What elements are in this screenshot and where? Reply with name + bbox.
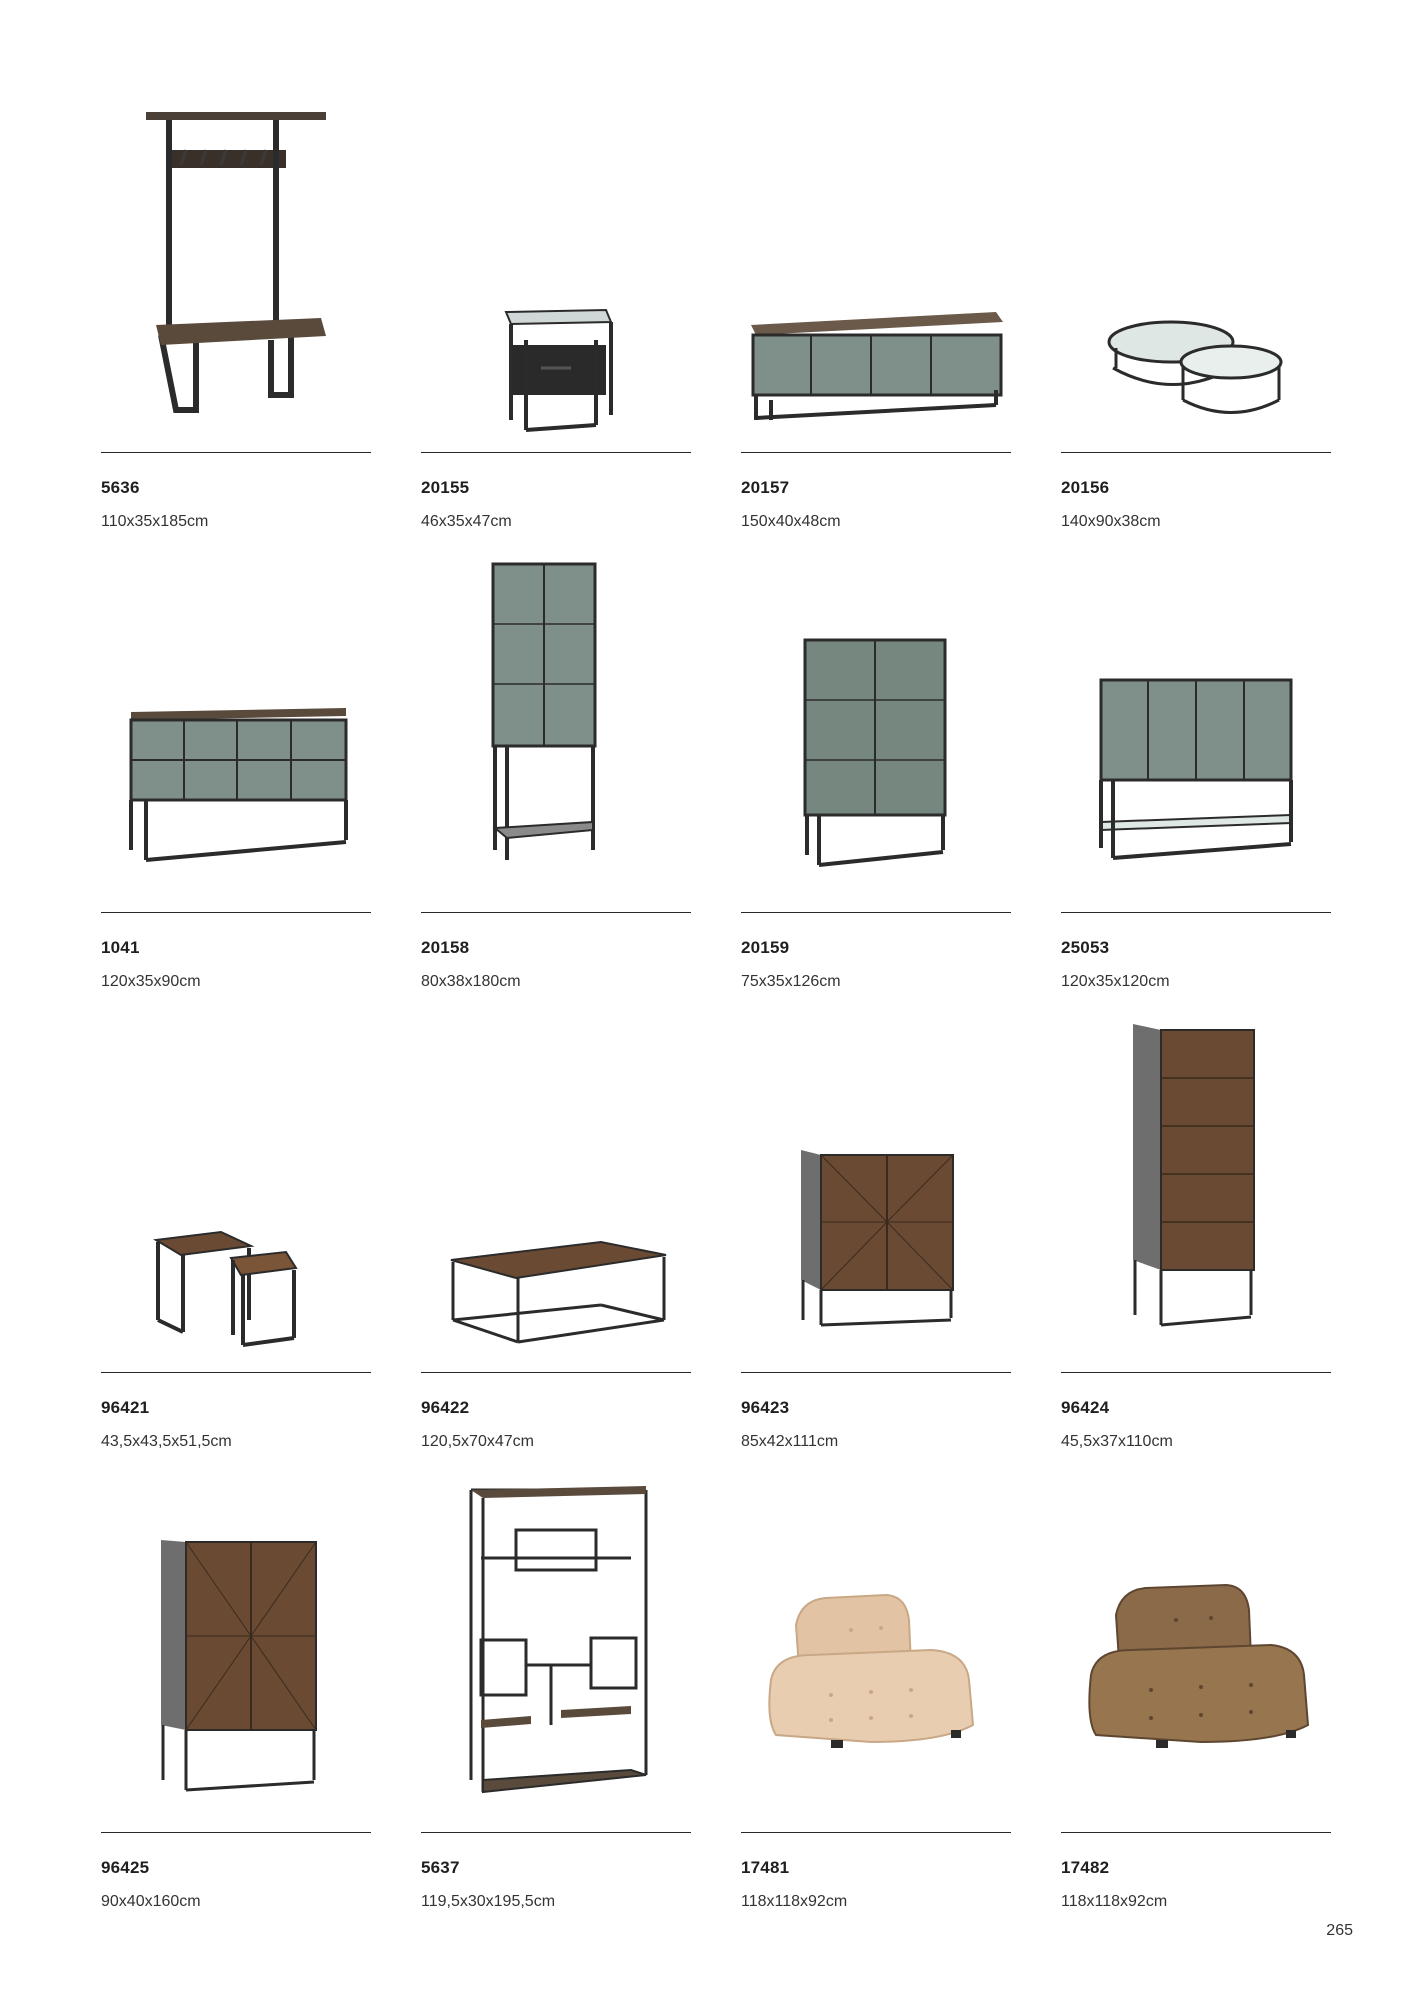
product-dimensions: 120x35x90cm <box>101 973 201 990</box>
divider <box>1061 912 1331 913</box>
divider <box>1061 452 1331 453</box>
product-dimensions: 120,5x70x47cm <box>421 1433 534 1450</box>
sideboard-glass-icon <box>101 560 371 900</box>
shelving-unit-icon <box>421 1480 691 1820</box>
divider <box>421 1372 691 1373</box>
product-dimensions: 110x35x185cm <box>101 513 209 530</box>
divider <box>741 452 1011 453</box>
product-code: 96421 <box>101 1398 150 1417</box>
product-code: 17482 <box>1061 1858 1110 1877</box>
product-code: 17481 <box>741 1858 790 1877</box>
divider <box>101 912 371 913</box>
product-code: 20157 <box>741 478 790 497</box>
product-dimensions: 46x35x47cm <box>421 513 512 530</box>
product-code: 5636 <box>101 478 140 497</box>
product-code: 96424 <box>1061 1398 1110 1417</box>
divider <box>101 452 371 453</box>
wood-cabinet-icon <box>741 1020 1011 1360</box>
divider <box>741 1832 1011 1833</box>
glass-cabinet-icon <box>741 560 1011 900</box>
product-code: 5637 <box>421 1858 460 1877</box>
tall-wood-cabinet-icon <box>101 1480 371 1820</box>
divider <box>1061 1832 1331 1833</box>
product-dimensions: 119,5x30x195,5cm <box>421 1893 556 1910</box>
divider <box>421 452 691 453</box>
side-table-drawer-icon <box>421 100 691 440</box>
product-dimensions: 118x118x92cm <box>741 1893 848 1910</box>
page-number: 265 <box>1326 1922 1353 1939</box>
product-code: 20156 <box>1061 478 1110 497</box>
product-dimensions: 43,5x43,5x51,5cm <box>101 1433 232 1450</box>
product-code: 1041 <box>101 938 140 957</box>
product-dimensions: 118x118x92cm <box>1061 1893 1168 1910</box>
coffee-table-icon <box>421 1020 691 1360</box>
tv-cabinet-icon <box>741 100 1011 440</box>
divider <box>421 912 691 913</box>
divider <box>1061 1372 1331 1373</box>
product-dimensions: 150x40x48cm <box>741 513 841 530</box>
product-dimensions: 75x35x126cm <box>741 973 841 990</box>
product-code: 96425 <box>101 1858 150 1877</box>
product-code: 96422 <box>421 1398 470 1417</box>
divider <box>741 912 1011 913</box>
product-dimensions: 45,5x37x110cm <box>1061 1433 1173 1450</box>
glass-cabinet-shelf-icon <box>1061 560 1331 900</box>
product-dimensions: 120x35x120cm <box>1061 973 1170 990</box>
product-code: 20159 <box>741 938 790 957</box>
product-dimensions: 80x38x180cm <box>421 973 521 990</box>
divider <box>421 1832 691 1833</box>
product-dimensions: 90x40x160cm <box>101 1893 201 1910</box>
divider <box>101 1832 371 1833</box>
product-dimensions: 140x90x38cm <box>1061 513 1161 530</box>
product-code: 25053 <box>1061 938 1110 957</box>
divider <box>101 1372 371 1373</box>
product-code: 96423 <box>741 1398 790 1417</box>
drawer-chest-icon <box>1061 1020 1331 1360</box>
product-dimensions: 85x42x111cm <box>741 1433 839 1450</box>
coat-rack-bench-icon <box>101 100 371 440</box>
nesting-side-tables-icon <box>101 1020 371 1360</box>
product-code: 20158 <box>421 938 470 957</box>
nesting-coffee-tables-icon <box>1061 100 1331 440</box>
lounge-chair-beige-icon <box>741 1480 1011 1820</box>
lounge-chair-brown-icon <box>1061 1480 1331 1820</box>
divider <box>741 1372 1011 1373</box>
tall-glass-cabinet-icon <box>421 560 691 900</box>
product-code: 20155 <box>421 478 470 497</box>
